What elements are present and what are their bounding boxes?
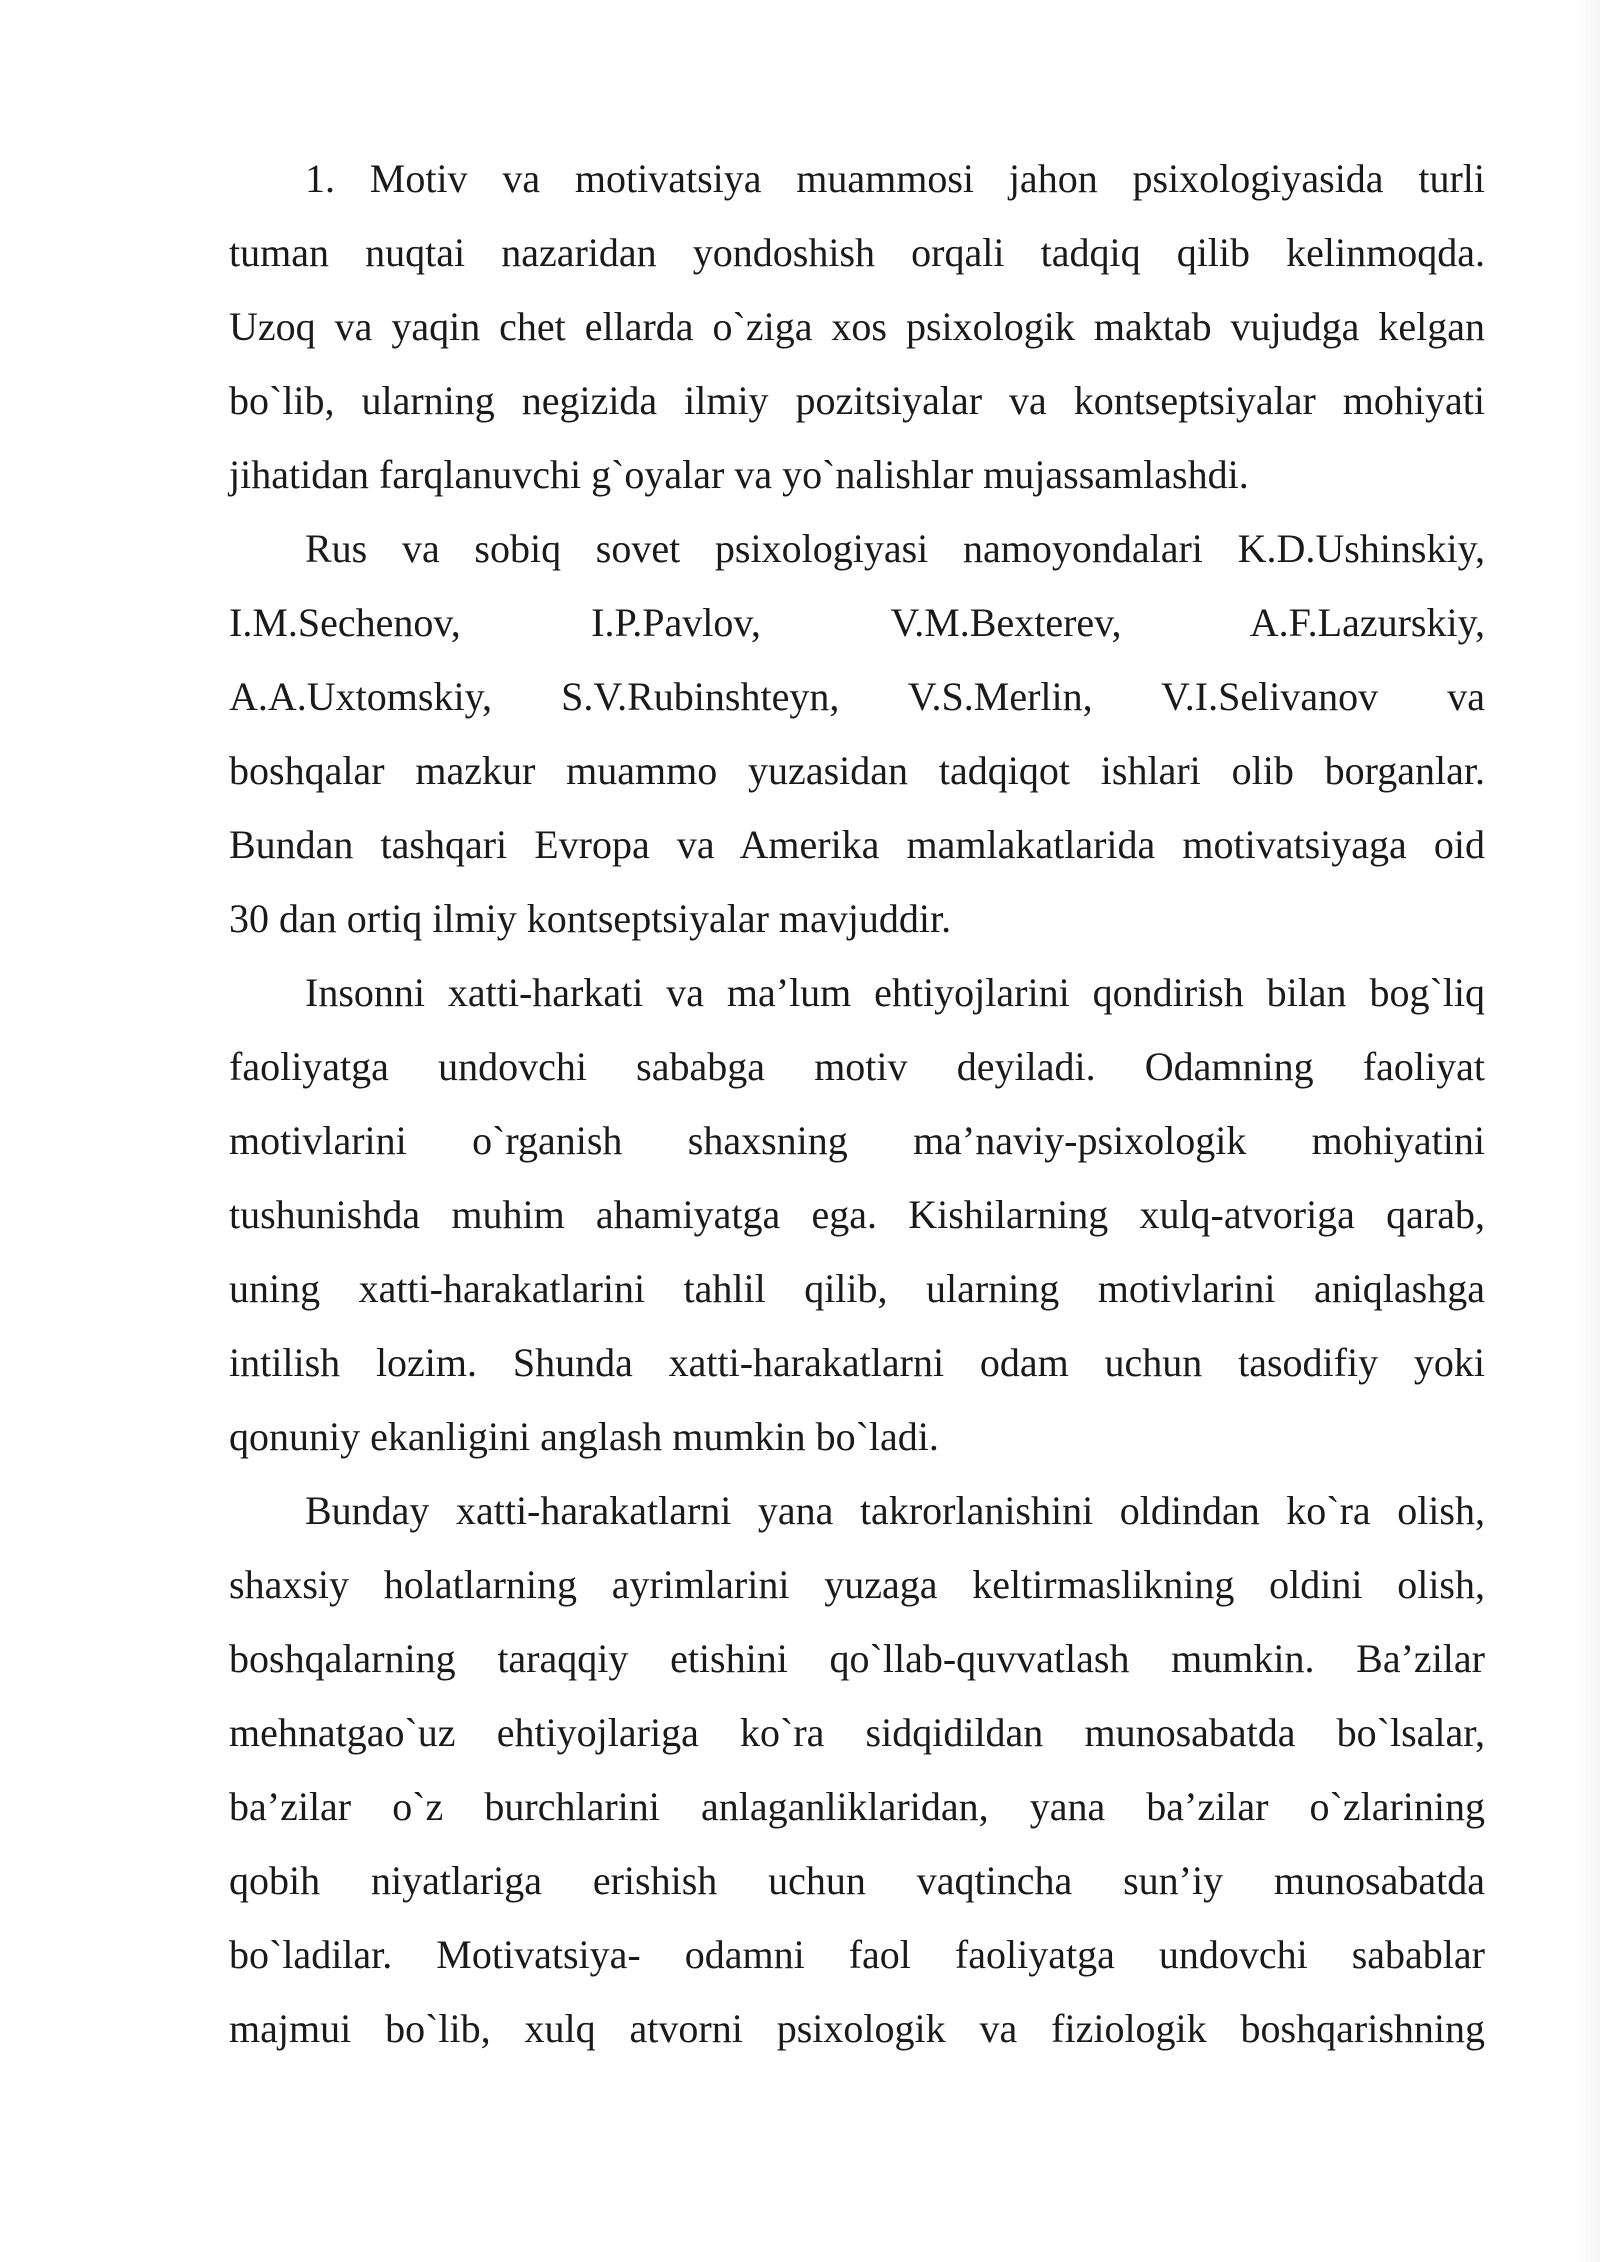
text-line: I.M.Sechenov, I.P.Pavlov, V.M.Bexterev, A.F.Lazurskiy, bbox=[229, 600, 1485, 645]
paragraph-3 bbox=[229, 956, 1485, 1474]
text-line: intilish lozim. Shunda xatti-harakatlarni odam uchun tasodifiy yoki bbox=[229, 1340, 1485, 1385]
text-line: tushunishda muhim ahamiyatga ega. Kishilarning xulq-atvoriga qarab, bbox=[229, 1192, 1485, 1237]
text-line: 1. Motiv va motivatsiya muammosi jahon psixologiyasida turli bbox=[305, 156, 1485, 201]
text-line: qonuniy ekanligini anglash mumkin bo`ladi. bbox=[229, 1414, 939, 1459]
text-line: Uzoq va yaqin chet ellarda o`ziga xos psixologik maktab vujudga kelgan bbox=[229, 304, 1485, 349]
paragraph-4 bbox=[229, 1474, 1485, 2066]
text-line: majmui bo`lib, xulq atvorni psixologik va fiziologik boshqarishning bbox=[229, 2006, 1485, 2051]
text-line: shaxsiy holatlarning ayrimlarini yuzaga keltirmaslikning oldini olish, bbox=[229, 1562, 1485, 1607]
text-line: motivlarini o`rganish shaxsning ma’naviy-psixologik mohiyatini bbox=[229, 1118, 1485, 1163]
text-line: tuman nuqtai nazaridan yondoshish orqali tadqiq qilib kelinmoqda. bbox=[229, 230, 1485, 275]
text-line: boshqalarning taraqqiy etishini qo`llab-quvvatlash mumkin. Ba’zilar bbox=[229, 1636, 1485, 1681]
paragraph-1 bbox=[229, 142, 1485, 512]
text-line: boshqalar mazkur muammo yuzasidan tadqiqot ishlari olib borganlar. bbox=[229, 748, 1485, 793]
text-line: jihatidan farqlanuvchi g`oyalar va yo`nalishlar mujassamlashdi. bbox=[229, 452, 1249, 497]
text-line: bo`lib, ularning negizida ilmiy pozitsiyalar va kontseptsiyalar mohiyati bbox=[229, 378, 1485, 423]
text-line: Bundan tashqari Evropa va Amerika mamlakatlarida motivatsiyaga oid bbox=[229, 822, 1485, 867]
paragraph-2 bbox=[229, 512, 1485, 956]
text-line: faoliyatga undovchi sababga motiv deyiladi. Odamning faoliyat bbox=[229, 1044, 1485, 1089]
text-line: Insonni xatti-harkati va ma’lum ehtiyojlarini qondirish bilan bog`liq bbox=[305, 970, 1485, 1015]
text-line: bo`ladilar. Motivatsiya- odamni faol faoliyatga undovchi sabablar bbox=[229, 1932, 1485, 1977]
document-body bbox=[229, 142, 1485, 2066]
text-line: ba’zilar o`z burchlarini anlaganliklaridan, yana ba’zilar o`zlarining bbox=[229, 1784, 1485, 1829]
text-line: A.A.Uxtomskiy, S.V.Rubinshteyn, V.S.Merlin, V.I.Selivanov va bbox=[229, 674, 1485, 719]
text-line: Bunday xatti-harakatlarni yana takrorlanishini oldindan ko`ra olish, bbox=[305, 1488, 1485, 1533]
page-edge-shadow bbox=[1576, 0, 1600, 2262]
text-line: qobih niyatlariga erishish uchun vaqtincha sun’iy munosabatda bbox=[229, 1858, 1485, 1903]
text-line: Rus va sobiq sovet psixologiyasi namoyondalari K.D.Ushinskiy, bbox=[305, 526, 1485, 571]
text-line: mehnatgao`uz ehtiyojlariga ko`ra sidqidildan munosabatda bo`lsalar, bbox=[229, 1710, 1485, 1755]
text-line: 30 dan ortiq ilmiy kontseptsiyalar mavjuddir. bbox=[229, 896, 952, 941]
text-line: uning xatti-harakatlarini tahlil qilib, ularning motivlarini aniqlashga bbox=[229, 1266, 1485, 1311]
